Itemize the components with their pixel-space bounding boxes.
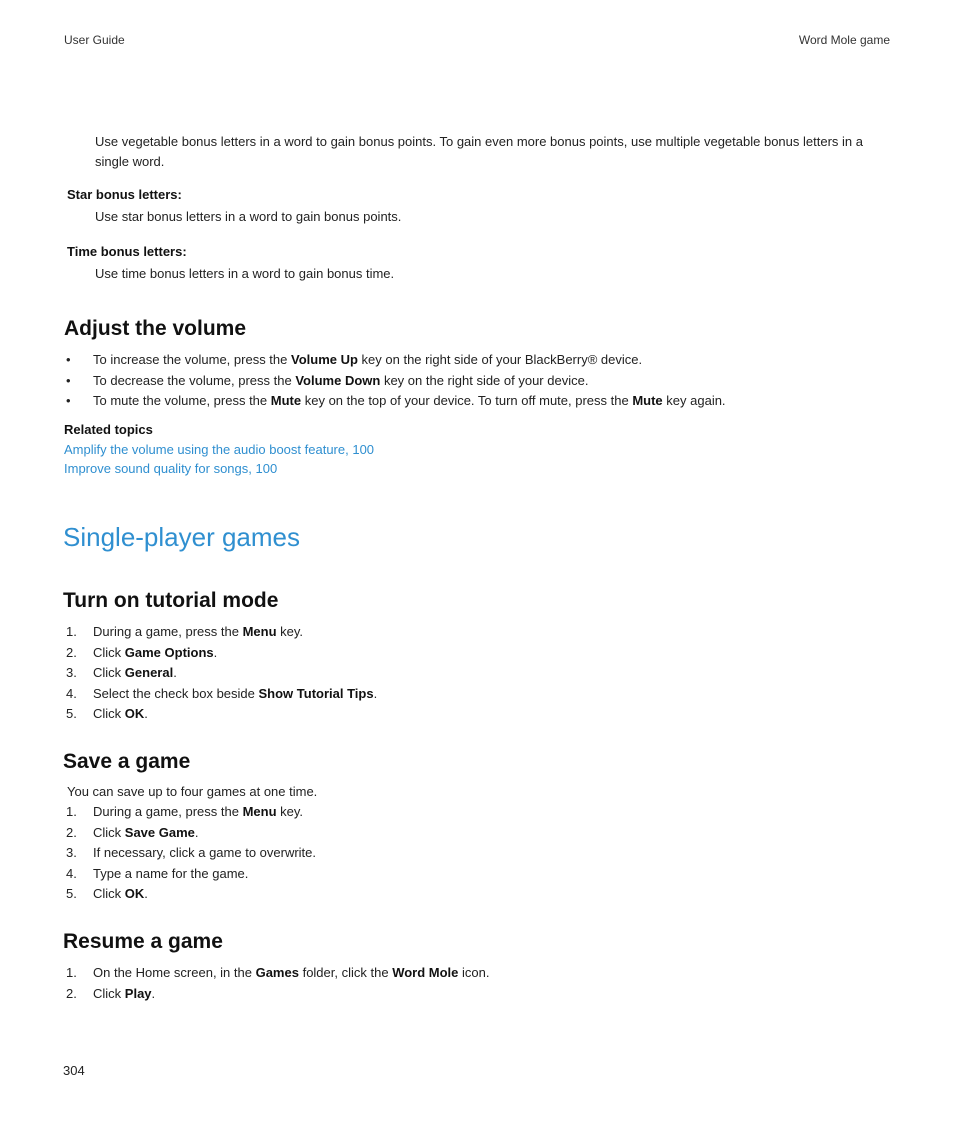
list-item <box>64 864 914 885</box>
list-item <box>64 884 914 905</box>
ui-term: Play <box>124 985 152 1001</box>
ui-term: General <box>124 665 174 681</box>
step-number: 2. <box>66 824 77 840</box>
step-number: 5. <box>66 886 77 902</box>
step-text: key. <box>276 624 304 639</box>
step-text: key. <box>276 804 304 819</box>
step-text: . <box>194 824 199 840</box>
ui-term: OK <box>124 886 145 902</box>
item-text: key on the right side of your BlackBerry® device. <box>357 352 643 367</box>
step-text: . <box>213 644 218 660</box>
list-item <box>64 984 914 1005</box>
item-text: key on the right side of your device. <box>380 372 589 388</box>
section-title-adjust-volume: Adjust the volume <box>64 317 247 340</box>
ui-term: Games <box>255 965 299 980</box>
key-name: Volume Up <box>291 352 358 367</box>
ui-term: Game Options <box>124 644 214 660</box>
related-link-sound-quality[interactable]: Improve sound quality for songs, 100 <box>64 461 278 476</box>
ui-term: OK <box>124 706 145 722</box>
related-topics-heading: Related topics <box>64 422 153 437</box>
step-text: Click <box>93 665 125 681</box>
key-name: Mute <box>270 393 302 409</box>
step-text: . <box>144 706 148 722</box>
ui-term: Menu <box>242 804 277 819</box>
tutorial-steps-list <box>64 622 914 725</box>
section-title-save-game: Save a game <box>63 750 191 773</box>
list-item <box>64 371 914 392</box>
step-text: Type a name for the game. <box>93 865 249 881</box>
save-steps-list <box>64 802 914 905</box>
step-text: During a game, press the <box>93 804 243 819</box>
step-number: 1. <box>66 965 77 980</box>
section-title-tutorial-mode: Turn on tutorial mode <box>63 589 279 612</box>
step-number: 1. <box>66 804 77 819</box>
list-item <box>64 823 914 844</box>
item-text: To decrease the volume, press the <box>93 372 296 388</box>
related-link-audio-boost[interactable]: Amplify the volume using the audio boost feature, 100 <box>64 442 375 457</box>
list-item <box>64 350 914 371</box>
step-number: 5. <box>66 706 77 722</box>
step-text: If necessary, click a game to overwrite. <box>93 845 317 861</box>
step-text: Select the check box beside <box>93 685 259 701</box>
list-item <box>64 391 914 412</box>
step-number: 2. <box>66 644 77 660</box>
time-bonus-description: Use time bonus letters in a word to gain bonus time. <box>95 266 395 281</box>
step-text: . <box>173 665 177 681</box>
ui-term: Menu <box>242 624 277 639</box>
step-text: On the Home screen, in the <box>93 965 256 980</box>
list-item <box>64 843 914 864</box>
step-text: . <box>144 886 148 902</box>
save-game-intro: You can save up to four games at one time. <box>67 784 318 799</box>
vegetable-bonus-description: Use vegetable bonus letters in a word to gain bonus points. To gain even more bonus points, use multiple vegetable bonus letters in a single word. <box>95 134 863 169</box>
step-text: Click <box>93 985 125 1001</box>
list-item <box>64 643 914 664</box>
item-text: key on the top of your device. To turn off mute, press the <box>301 393 633 409</box>
step-number: 4. <box>66 865 77 881</box>
step-text: . <box>151 985 156 1001</box>
bullet-marker: • <box>66 393 71 409</box>
step-text: Click <box>93 886 125 902</box>
step-text: . <box>373 685 378 701</box>
time-bonus-term: Time bonus letters: <box>67 244 187 259</box>
step-number: 3. <box>66 845 77 861</box>
item-text: To increase the volume, press the <box>93 352 291 367</box>
ui-term: Show Tutorial Tips <box>258 685 374 701</box>
page-number: 304 <box>63 1063 85 1078</box>
key-name: Volume Down <box>295 372 381 388</box>
item-text: To mute the volume, press the <box>93 393 271 409</box>
list-item <box>64 704 914 725</box>
list-item <box>64 622 914 643</box>
step-number: 1. <box>66 624 77 639</box>
step-text: icon. <box>458 965 490 980</box>
step-number: 2. <box>66 985 77 1001</box>
list-item <box>64 663 914 684</box>
related-topics-list <box>64 440 374 478</box>
star-bonus-description: Use star bonus letters in a word to gain bonus points. <box>95 209 402 224</box>
ui-term: Save Game <box>124 824 195 840</box>
star-bonus-term: Star bonus letters: <box>67 187 182 202</box>
key-name: Mute <box>632 393 663 409</box>
item-text: key again. <box>662 393 726 409</box>
bullet-marker: • <box>66 352 71 367</box>
step-text: Click <box>93 706 125 722</box>
step-text: Click <box>93 824 125 840</box>
bullet-marker: • <box>66 372 71 388</box>
step-number: 4. <box>66 685 77 701</box>
running-header-left: User Guide <box>64 33 125 47</box>
list-item <box>64 802 914 823</box>
step-text: Click <box>93 644 125 660</box>
running-header-right: Word Mole game <box>798 33 890 47</box>
list-item <box>64 684 914 705</box>
step-text: During a game, press the <box>93 624 243 639</box>
chapter-title: Single-player games <box>63 522 301 552</box>
volume-bullet-list <box>64 350 914 412</box>
step-number: 3. <box>66 665 77 681</box>
ui-term: Word Mole <box>392 965 459 980</box>
step-text: folder, click the <box>298 965 393 980</box>
list-item <box>64 963 914 984</box>
section-title-resume-game: Resume a game <box>63 930 223 953</box>
resume-steps-list <box>64 963 914 1004</box>
